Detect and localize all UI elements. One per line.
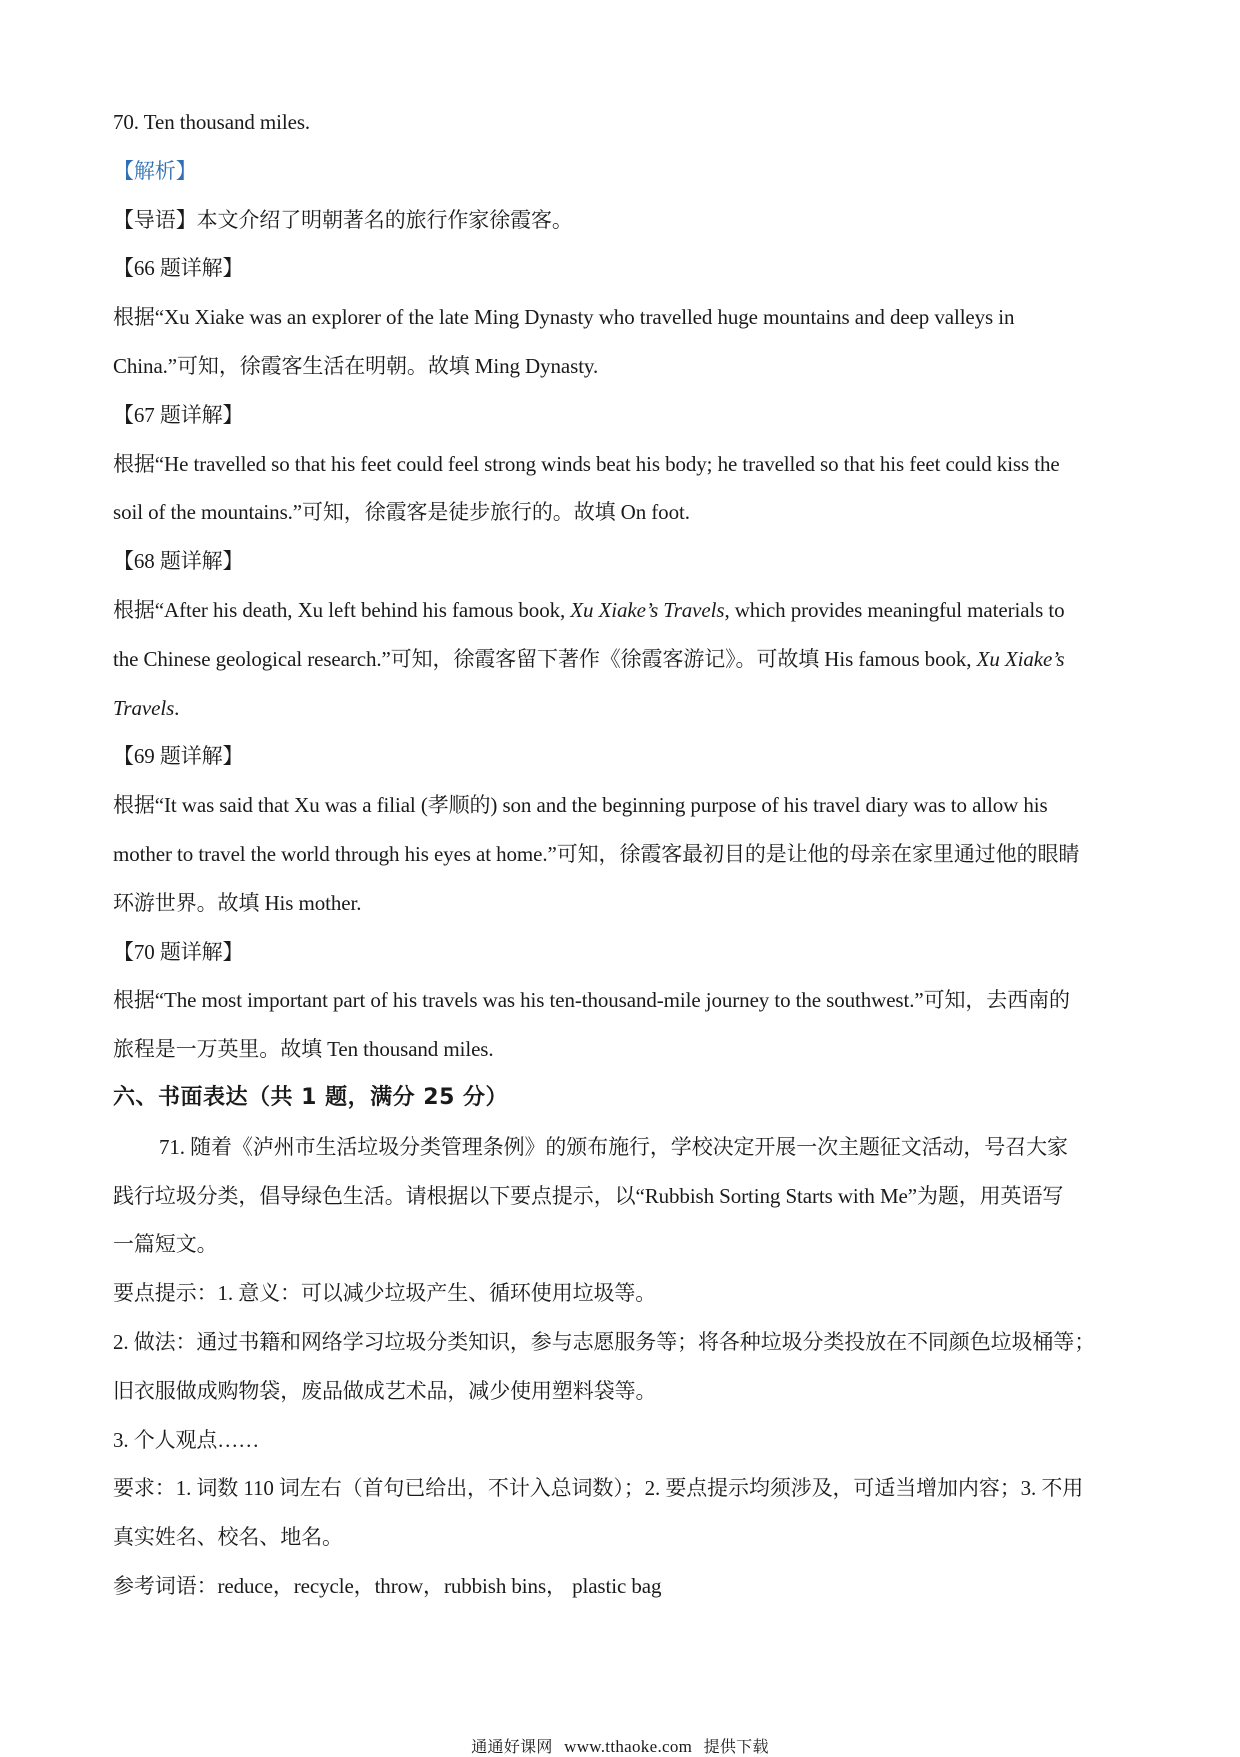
q71-prompt-line: 71. 随着《泸州市生活垃圾分类管理条例》的颁布施行，学校决定开展一次主题征文活动，号召大家 [159,1134,1068,1159]
key-points-line: 2. 做法：通过书籍和网络学习垃圾分类知识，参与志愿服务等；将各种垃圾分类投放在不同颜色垃圾桶等； [113,1329,1096,1354]
section-heading: 六、书面表达（共 1 题，满分 25 分） [113,1084,509,1110]
q70-text-line: 根据“The most important part of his travels was his ten-thousand-mile journey to the southwest.”可知，去西南的 [113,988,1070,1013]
q69-text-line: 根据“It was said that Xu was a filial (孝顺的) son and the beginning purpose of his travel diary was to allow his [113,793,1048,818]
q67-heading: 【67 题详解】 [113,402,244,427]
book-title: Xu Xiake’s Travels [570,597,725,622]
q67-text-line: soil of the mountains.”可知，徐霞客是徒步旅行的。故填 On foot. [113,500,690,525]
q68-text-line [113,586,1133,635]
analysis-label: 【解析】 [113,158,197,183]
q68-text-line [113,635,1133,684]
q68-text-segment: the Chinese geological research.”可知，徐霞客留下著作《徐霞客游记》。可故填 His famous book, [113,646,977,671]
reference-words: 参考词语：reduce，recycle，throw，rubbish bins， plastic bag [113,1573,662,1598]
q68-text-line [113,684,1133,733]
q66-text-line: 根据“Xu Xiake was an explorer of the late Ming Dynasty who travelled huge mountains and deep valleys in [113,305,1015,330]
book-title: Xu Xiake’s [976,646,1065,671]
q70-heading: 【70 题详解】 [113,939,244,964]
q68-text-segment: 根据“After his death, Xu left behind his famous book, [113,597,571,622]
q71-prompt-line: 践行垃圾分类，倡导绿色生活。请根据以下要点提示，以“Rubbish Sorting Starts with Me”为题，用英语写 [113,1183,1064,1208]
q66-text-line: China.”可知，徐霞客生活在明朝。故填 Ming Dynasty. [113,353,599,378]
key-points-line: 3. 个人观点…… [113,1427,260,1452]
document-page [113,98,1133,1611]
footer-suffix: 提供下载 [703,1737,769,1756]
key-points-line: 要点提示：1. 意义：可以减少垃圾产生、循环使用垃圾等。 [113,1281,657,1306]
q67-text-line: 根据“He travelled so that his feet could feel strong winds beat his body; he travelled so that his feet could kiss the [113,451,1060,476]
answer-70: 70. Ten thousand miles. [113,110,311,134]
footer-site-name: 通通好课网 [471,1737,553,1756]
q70-text-line: 旅程是一万英里。故填 Ten thousand miles. [113,1037,494,1062]
q71-prompt-line: 一篇短文。 [113,1232,218,1257]
q69-text-line: mother to travel the world through his eyes at home.”可知，徐霞客最初目的是让他的母亲在家里通过他的眼睛 [113,841,1080,866]
intro-text: 【导语】本文介绍了明朝著名的旅行作家徐霞客。 [113,207,573,232]
key-points-line: 旧衣服做成购物袋，废品做成艺术品，减少使用塑料袋等。 [113,1378,657,1403]
requirements-line: 真实姓名、校名、地名。 [113,1525,343,1550]
book-title: Travels [113,695,175,720]
q69-heading: 【69 题详解】 [113,744,244,769]
q69-text-line: 环游世界。故填 His mother. [113,890,362,915]
q68-text-segment: , which provides meaningful materials to [724,597,1065,622]
q68-text-segment: . [174,695,180,720]
q68-heading: 【68 题详解】 [113,549,244,574]
footer-url[interactable]: www.tthaoke.com [564,1737,693,1756]
requirements-line: 要求：1. 词数 110 词左右（首句已给出，不计入总词数）；2. 要点提示均须涉及，可适当增加内容；3. 不用 [113,1476,1084,1501]
q66-heading: 【66 题详解】 [113,256,244,281]
